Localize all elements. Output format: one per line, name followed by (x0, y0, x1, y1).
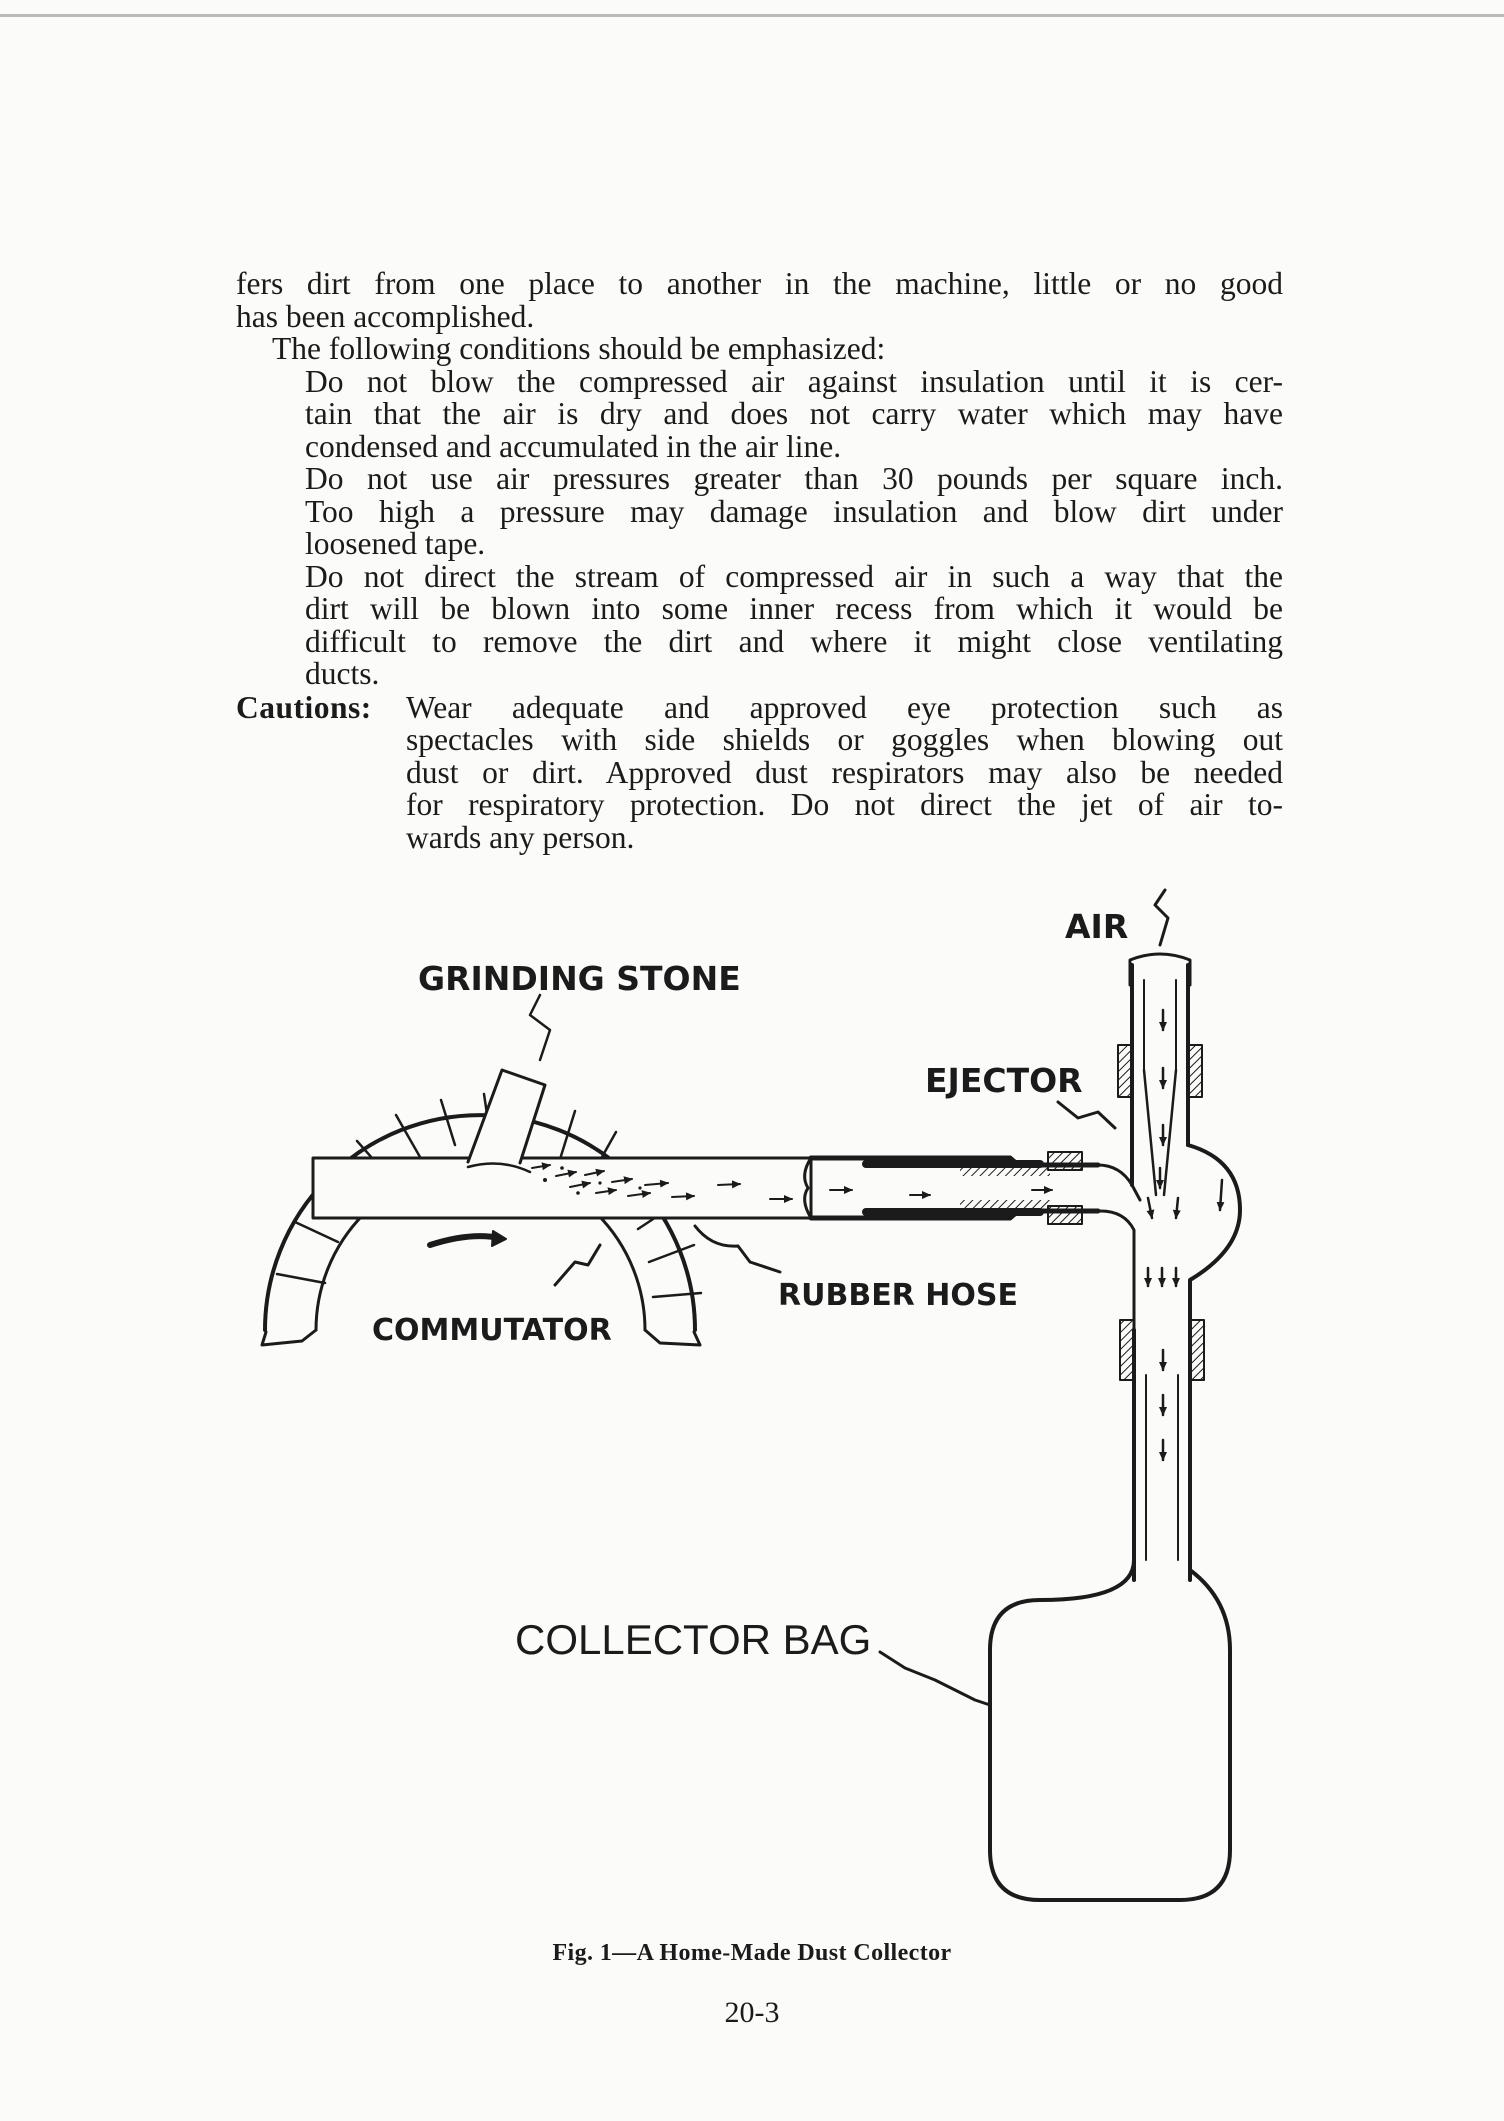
condition-line: Do not direct the stream of compressed air in such a way that the (305, 558, 1283, 594)
page-number: 20-3 (724, 1996, 780, 2029)
condition-line: ducts. (305, 656, 380, 691)
cautions-label: Cautions: (236, 689, 372, 725)
conditions-intro: The following conditions should be emphasized: (272, 331, 886, 366)
grinding-stone-label: GRINDING STONE (418, 959, 741, 998)
condition-line: loosened tape. (305, 526, 486, 561)
ejector (1098, 954, 1240, 1580)
commutator-label: COMMUTATOR (372, 1313, 612, 1348)
condition-line: tain that the air is dry and does not carry water which may have (305, 396, 1283, 431)
cautions-line: Wear adequate and approved eye protection such as (406, 689, 1283, 725)
figure-caption: Fig. 1—A Home-Made Dust Collector (552, 1940, 952, 1966)
cautions-line: dust or dirt. Approved dust respirators may also be needed (406, 754, 1283, 790)
condition-line: Too high a pressure may damage insulation and blow dirt under (305, 493, 1283, 529)
air-flow-arrows (1148, 1010, 1222, 1460)
cautions-line: wards any person. (406, 819, 635, 855)
rubber-hose (805, 1152, 1098, 1224)
ejector-label: EJECTOR (925, 1061, 1083, 1100)
condition-line: Do not use air pressures greater than 30 pounds per square inch. (305, 461, 1283, 496)
collector-bag (990, 1560, 1230, 1900)
collector-bag-label: COLLECTOR BAG (515, 1616, 872, 1663)
rubber-hose-label: RUBBER HOSE (778, 1278, 1018, 1313)
paragraph-line: fers dirt from one place to another in the machine, little or no good (236, 266, 1283, 301)
paragraph-line: has been accomplished. (236, 298, 535, 334)
condition-line: difficult to remove the dirt and where it might close ventilating (305, 623, 1283, 659)
condition-line: Do not blow the compressed air against insulation until it is cer- (305, 363, 1283, 399)
condition-line: condensed and accumulated in the air line. (305, 428, 842, 464)
condition-line: dirt will be blown into some inner recess from which it would be (305, 591, 1283, 626)
air-label: AIR (1065, 907, 1129, 946)
cautions-line: spectacles with side shields or goggles when blowing out (406, 722, 1283, 757)
cautions-line: for respiratory protection. Do not direct the jet of air to- (406, 787, 1283, 822)
